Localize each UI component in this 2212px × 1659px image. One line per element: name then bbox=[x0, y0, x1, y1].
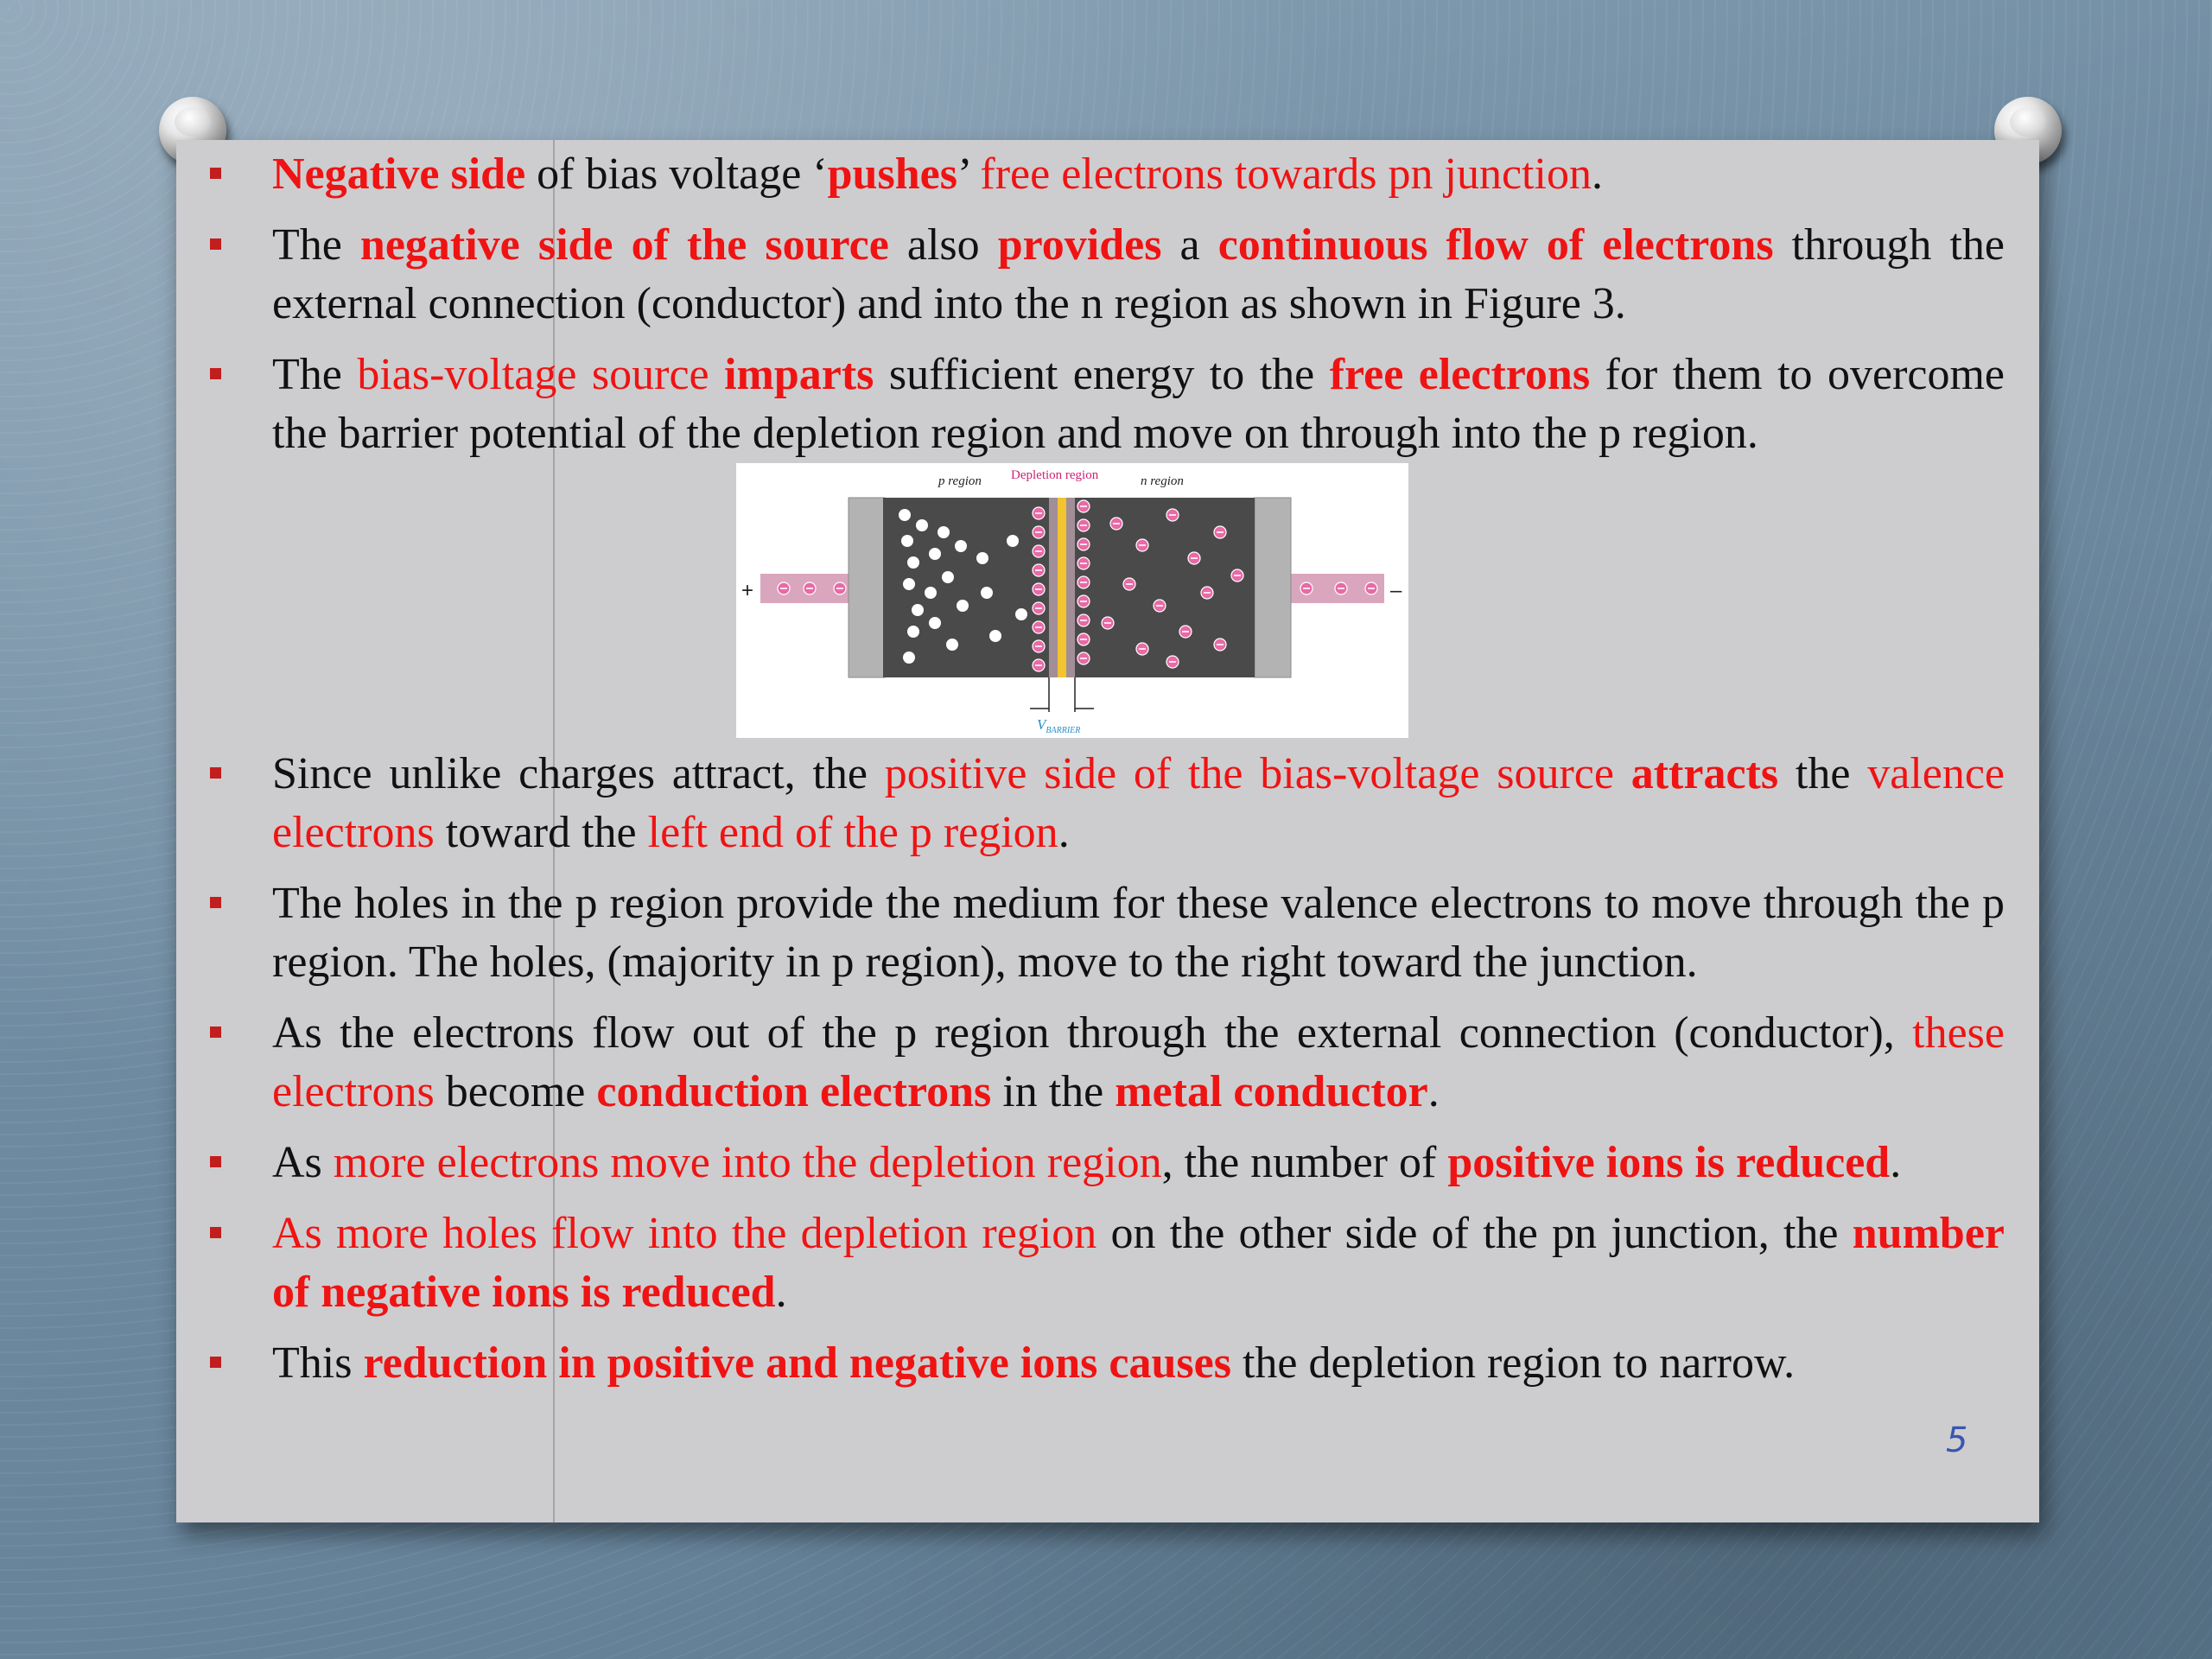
plain-text: a bbox=[1161, 220, 1218, 270]
plain-text: The holes in the p region provide the medium for these valence electrons to move through the p region. The holes, (majority in p region), move to the right toward the junction. bbox=[272, 879, 2005, 987]
emphasis-text: continuous flow of electrons bbox=[1217, 220, 1774, 270]
emphasis-text: free electrons towards pn junction bbox=[980, 149, 1592, 199]
depletion-center bbox=[1058, 498, 1066, 677]
p-region-label: p region bbox=[938, 474, 982, 488]
emphasis-text: negative side of the source bbox=[359, 220, 889, 270]
hole-dot-icon bbox=[903, 578, 915, 590]
hole-dot-icon bbox=[976, 552, 988, 564]
plain-text: . bbox=[1427, 1067, 1440, 1116]
plain-text: the bbox=[1778, 749, 1868, 798]
bullet-text bbox=[272, 1338, 1795, 1388]
emphasis-text: provides bbox=[997, 220, 1162, 270]
bullet-8 bbox=[194, 1205, 2005, 1322]
hole-dot-icon bbox=[942, 571, 954, 583]
plain-text: . bbox=[1890, 1138, 1902, 1187]
emphasis-text: As more holes flow into the depletion region bbox=[272, 1209, 1097, 1258]
bullet-text bbox=[272, 350, 2005, 458]
hole-dot-icon bbox=[907, 626, 919, 638]
bullet-text bbox=[272, 1008, 2005, 1116]
right-metal-contact bbox=[1255, 498, 1291, 677]
emphasis-text: conduction electrons bbox=[596, 1067, 992, 1116]
bullet-marker-icon bbox=[210, 168, 221, 179]
plain-text: . bbox=[1591, 149, 1603, 199]
hole-dot-icon bbox=[957, 600, 969, 612]
bullet-text bbox=[272, 149, 1603, 199]
forward-bias-diagram bbox=[736, 463, 1408, 738]
bullet-marker-icon bbox=[210, 1027, 221, 1038]
bullet-1 bbox=[194, 145, 2005, 204]
hole-dot-icon bbox=[981, 587, 993, 599]
bullet-3 bbox=[194, 346, 2005, 463]
hole-dot-icon bbox=[989, 630, 1001, 642]
emphasis-text: Negative side bbox=[272, 149, 526, 199]
emphasis-text: pushes bbox=[827, 149, 957, 199]
plain-text: through the external connection (conductor) and into the n region as shown in Figure 3. bbox=[272, 220, 2005, 328]
bullet-marker-icon bbox=[210, 897, 221, 908]
hole-dot-icon bbox=[955, 540, 967, 552]
hole-dot-icon bbox=[929, 617, 941, 629]
emphasis-text: more electrons move into the depletion region bbox=[333, 1138, 1162, 1187]
plain-text: toward the bbox=[434, 808, 648, 857]
plain-text: of bias voltage ‘ bbox=[525, 149, 828, 199]
bullet-marker-icon bbox=[210, 767, 221, 779]
plus-terminal: + bbox=[741, 579, 754, 602]
bullet-6 bbox=[194, 1004, 2005, 1122]
bullet-text bbox=[272, 220, 2005, 328]
emphasis-text: metal conductor bbox=[1115, 1067, 1428, 1116]
hole-dot-icon bbox=[901, 535, 913, 547]
hole-dot-icon bbox=[1007, 535, 1019, 547]
bullet-text bbox=[272, 1138, 1901, 1187]
emphasis-text: these electrons bbox=[272, 1008, 2005, 1116]
barrier-label: $V_{BARRIER}$ bbox=[1037, 716, 1081, 735]
plain-text: The bbox=[272, 220, 360, 270]
bullet-2 bbox=[194, 216, 2005, 334]
pn-junction-figure bbox=[736, 463, 1408, 738]
slide-content bbox=[194, 145, 2005, 1405]
hole-dot-icon bbox=[938, 526, 950, 538]
hole-dot-icon bbox=[912, 604, 924, 616]
bullet-7 bbox=[194, 1134, 2005, 1192]
bullet-marker-icon bbox=[210, 368, 221, 379]
bullet-text bbox=[272, 1209, 2005, 1317]
plain-text bbox=[709, 350, 724, 399]
emphasis-text: valence electrons bbox=[272, 749, 2005, 857]
emphasis-text: imparts bbox=[724, 350, 874, 399]
bullet-4 bbox=[194, 745, 2005, 862]
emphasis-text: bias-voltage source bbox=[357, 350, 709, 399]
emphasis-text: positive ions is reduced bbox=[1447, 1138, 1891, 1187]
bullet-marker-icon bbox=[210, 238, 221, 250]
hole-dot-icon bbox=[929, 548, 941, 560]
plain-text: on the other side of the pn junction, the bbox=[1096, 1209, 1853, 1258]
hole-dot-icon bbox=[946, 639, 958, 651]
hole-dot-icon bbox=[1015, 608, 1027, 620]
plain-text: , the number of bbox=[1161, 1138, 1448, 1187]
plain-text: sufficient energy to the bbox=[874, 350, 1330, 399]
bullet-5 bbox=[194, 874, 2005, 992]
plain-text: Since unlike charges attract, the bbox=[272, 749, 885, 798]
plain-text: ’ bbox=[957, 149, 981, 199]
emphasis-text: left end of the p region bbox=[647, 808, 1058, 857]
hole-dot-icon bbox=[907, 556, 919, 569]
plain-text bbox=[1614, 749, 1631, 798]
emphasis-text: reduction in positive and negative ions causes bbox=[363, 1338, 1231, 1388]
plain-text: . bbox=[1058, 808, 1070, 857]
bullet-marker-icon bbox=[210, 1357, 221, 1368]
plain-text: . bbox=[775, 1268, 787, 1317]
plain-text: As the electrons flow out of the p region through the external connection (conductor), bbox=[272, 1008, 1913, 1058]
emphasis-text: positive side of the bias-voltage source bbox=[884, 749, 1614, 798]
plain-text: also bbox=[888, 220, 998, 270]
plain-text: the depletion region to narrow. bbox=[1230, 1338, 1796, 1388]
plain-text: The bbox=[272, 350, 358, 399]
bullet-marker-icon bbox=[210, 1156, 221, 1167]
hole-dot-icon bbox=[925, 587, 937, 599]
plain-text: This bbox=[272, 1338, 364, 1388]
plain-text: As bbox=[272, 1138, 334, 1187]
plain-text: in the bbox=[991, 1067, 1116, 1116]
bullet-text bbox=[272, 879, 2005, 987]
emphasis-text: attracts bbox=[1630, 749, 1779, 798]
depletion-region-label: Depletion region bbox=[1011, 468, 1099, 482]
plain-text: for them to overcome the barrier potential of the depletion region and move on through into the p region. bbox=[272, 350, 2005, 458]
minus-terminal: – bbox=[1390, 579, 1402, 602]
page-number: 5 bbox=[1946, 1421, 1968, 1460]
plain-text: become bbox=[434, 1067, 597, 1116]
bullet-9 bbox=[194, 1334, 2005, 1393]
left-metal-contact bbox=[849, 498, 885, 677]
hole-dot-icon bbox=[916, 519, 928, 531]
emphasis-text: number of negative ions is reduced bbox=[272, 1209, 2005, 1317]
n-region-label: n region bbox=[1141, 474, 1184, 488]
bullet-marker-icon bbox=[210, 1227, 221, 1238]
emphasis-text: free electrons bbox=[1329, 350, 1591, 399]
hole-dot-icon bbox=[899, 509, 911, 521]
bullet-text bbox=[272, 749, 2005, 857]
hole-dot-icon bbox=[903, 652, 915, 664]
